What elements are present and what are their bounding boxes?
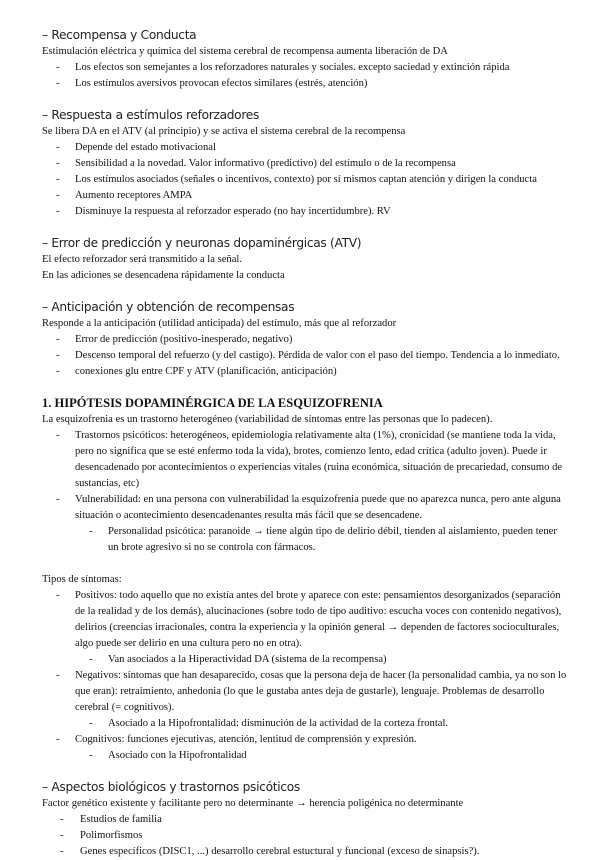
list-item: - Disminuye la respuesta al reforzador esperado (no hay incertidumbre). RV [42, 204, 567, 220]
list-item: - Aumento receptores AMPA [42, 188, 567, 204]
list-item: - Los estímulos aversivos provocan efectos similares (estrés, atención) [42, 76, 567, 92]
section-heading: – Recompensa y Conducta [42, 28, 197, 42]
paragraph: El efecto reforzador será transmitido a la señal. [42, 254, 243, 265]
bullet-list [42, 588, 567, 652]
paragraph: Estimulación eléctrica y química del sistema cerebral de recompensa aumenta liberación de DA [42, 46, 448, 57]
list-item: - Los estímulos asociados (señales o incentivos, contexto) por sí mismos captan atención y dirigen la conducta [42, 172, 567, 188]
paragraph: Se libera DA en el ATV (al principio) y se activa el sistema cerebral de la recompensa [42, 126, 406, 137]
chapter-heading: 1. HIPÓTESIS DOPAMINÉRGICA DE LA ESQUIZOFRENIA [42, 396, 383, 410]
sub-list-item: - Van asociados a la Hiperactividad DA (sistema de la recompensa) [42, 652, 567, 668]
bullet-list [42, 668, 567, 716]
document-page [42, 26, 567, 860]
section-heading: – Error de predicción y neuronas dopaminérgicas (ATV) [42, 236, 362, 250]
list-item: - Cognitivos: funciones ejecutivas, atención, lentitud de comprensión y expresión. [42, 732, 567, 748]
section-heading: – Respuesta a estímulos reforzadores [42, 108, 260, 122]
list-item: - Negativos: síntomas que han desaparecido, cosas que la persona deja de hacer (la personalidad cambia, ya no son lo que eran): retraimiento, anhedonia (lo que le gustaba antes deja de gustarle), lenguaje. Problemas de desarrollo cerebral (= cognitivos). [42, 668, 567, 716]
list-item: - Sensibilidad a la novedad. Valor informativo (predictivo) del estímulo o de la recompensa [42, 156, 567, 172]
sub-bullet-list [42, 652, 567, 668]
bullet-list [42, 732, 567, 748]
section-heading: – Aspectos biológicos y trastornos psicóticos [42, 780, 300, 794]
list-item: - Estudios de familia [42, 812, 567, 828]
paragraph: Tipos de síntomas: [42, 574, 122, 585]
paragraph: Responde a la anticipación (utilidad anticipada) del estímulo, más que al reforzador [42, 318, 397, 329]
paragraph: Factor genético existente y facilitante pero no determinante → herencia poligénica no determinante [42, 798, 464, 809]
list-item: - conexiones glu entre CPF y ATV (planificación, anticipación) [42, 364, 567, 380]
list-item: - Trastornos psicóticos: heterogéneos, epidemiología relativamente alta (1%), cronicidad (se mantiene toda la vida, pero no significa que se esté enfermo toda la vida), brotes, comienzo lento, edad crítica (adulto joven). Puede ir desencadenado por acontecimientos o experiencias vitales (ruina económica, situación de precariedad, consumo de sustancias, etc) [42, 428, 567, 492]
paragraph: En las adiciones se desencadena rápidamente la conducta [42, 270, 285, 281]
sub-list-item: - Personalidad psicótica: paranoide → tiene algún tipo de delirio débil, tienden al aislamiento, pueden tener un brote agresivo si no se controla con fármacos. [42, 524, 567, 556]
sub-list-item: - Asociado a la Hipofrontalidad: disminución de la actividad de la corteza frontal. [42, 716, 567, 732]
sub-bullet-list [42, 716, 567, 732]
list-item: - Los efectos son semejantes a los reforzadores naturales y sociales. excepto saciedad y extinción rápida [42, 60, 567, 76]
section-heading: – Anticipación y obtención de recompensas [42, 300, 295, 314]
sub-bullet-list [42, 748, 567, 764]
list-item: - Genes específicos (DISC1, ...) desarrollo cerebral estuctural y funcional (exceso de sinapsis?). [42, 844, 567, 860]
bullet-list [42, 812, 567, 860]
bullet-list [42, 428, 567, 524]
bullet-list [42, 332, 567, 380]
bullet-list [42, 140, 567, 220]
list-item: - Positivos: todo aquello que no existía antes del brote y aparece con este: pensamientos desorganizados (separación de la realidad y de los demás), alucinaciones (sobre todo de tipo auditivo: escucha voces con contenido negativos), delirios (creencias irracionales, contra la experiencia y la opinión general → dependen de factores socioculturales, algo puede ser delirio en una cultura pero no en otra). [42, 588, 567, 652]
list-item: - Polimorfismos [42, 828, 567, 844]
list-item: - Error de predicción (positivo-inesperado, negativo) [42, 332, 567, 348]
list-item: - Depende del estado motivacional [42, 140, 567, 156]
sub-list-item: - Asociado con la Hipofrontalidad [42, 748, 567, 764]
list-item: - Descenso temporal del refuerzo (y del castigo). Pérdida de valor con el paso del tiempo. Tendencia a lo inmediato. [42, 348, 567, 364]
list-item: - Vulnerabilidad: en una persona con vulnerabilidad la esquizofrenia puede que no aparezca nunca, pero ante alguna situación o acontecimiento desencadenantes resulta más fácil que se desencadene. [42, 492, 567, 524]
bullet-list [42, 60, 567, 92]
sub-bullet-list [42, 524, 567, 556]
paragraph: La esquizofrenia es un trastorno heterogéneo (variabilidad de síntomas entre las personas que lo padecen). [42, 414, 493, 425]
